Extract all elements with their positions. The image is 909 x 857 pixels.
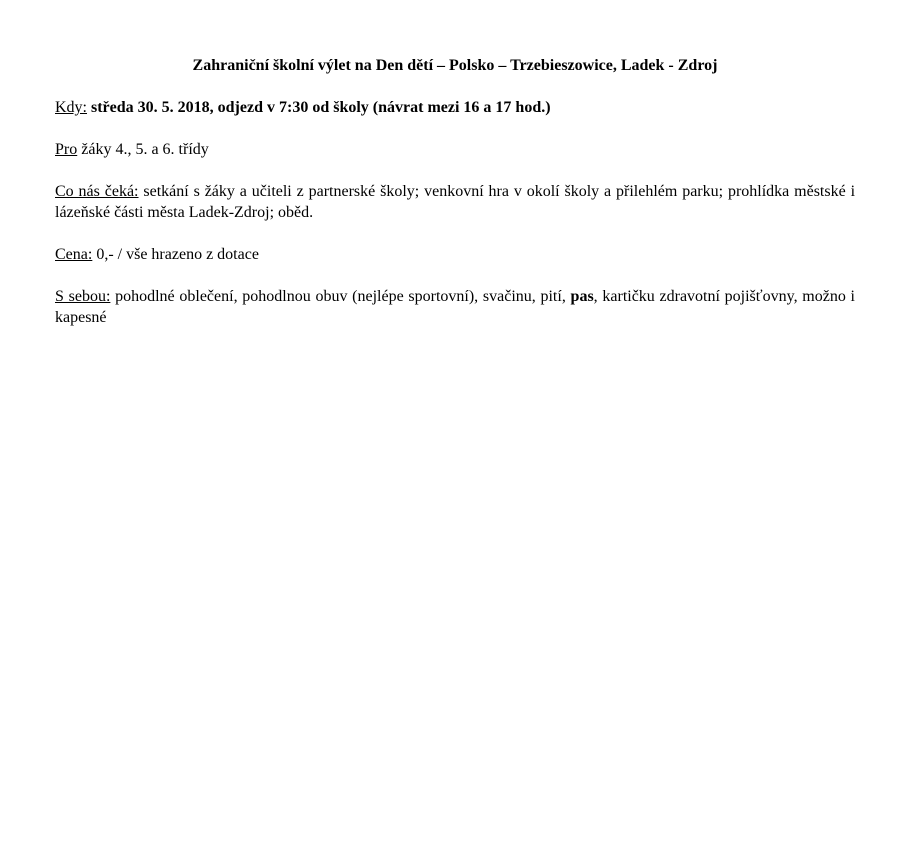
- label-co-nas-ceka: Co nás čeká:: [55, 183, 139, 200]
- document-page: [55, 55, 855, 349]
- value-pro: žáky 4., 5. a 6. třídy: [81, 141, 209, 158]
- value-cena: 0,- / vše hrazeno z dotace: [96, 246, 259, 263]
- label-pro: Pro: [55, 141, 78, 158]
- value-kdy: středa 30. 5. 2018, odjezd v 7:30 od školy (návrat mezi 16 a 17 hod.): [91, 99, 551, 116]
- label-kdy: Kdy:: [55, 99, 87, 116]
- value-s-sebou-before: pohodlné oblečení, pohodlnou obuv (nejlépe sportovní), svačinu, pití,: [115, 288, 566, 305]
- paragraph-pro: [55, 139, 855, 160]
- label-s-sebou: S sebou:: [55, 288, 111, 305]
- value-co-nas-ceka: setkání s žáky a učiteli z partnerské školy; venkovní hra v okolí školy a přilehlém parku; prohlídka městské i lázeňské části města Ladek-Zdroj; oběd.: [55, 183, 856, 221]
- paragraph-s-sebou: [55, 286, 855, 328]
- paragraph-kdy: [55, 97, 855, 118]
- paragraph-co-nas-ceka: [55, 181, 855, 223]
- label-cena: Cena:: [55, 246, 93, 263]
- value-s-sebou-after: , kartičku zdravotní pojišťovny, možno i kapesné: [55, 288, 856, 326]
- document-title: Zahraniční školní výlet na Den dětí – Polsko – Trzebieszowice, Ladek - Zdroj: [192, 57, 718, 74]
- value-s-sebou-bold: pas: [570, 288, 594, 305]
- paragraph-cena: [55, 244, 855, 265]
